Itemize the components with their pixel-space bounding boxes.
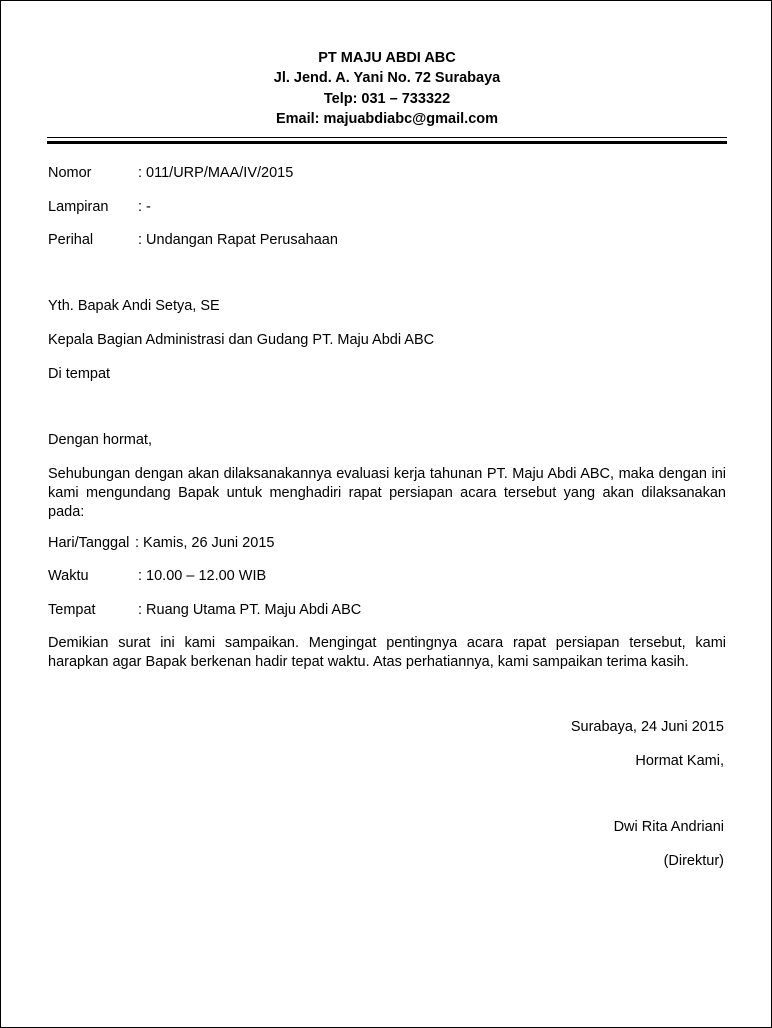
letterhead-divider-thick	[47, 141, 727, 144]
detail-value-time: : 10.00 – 12.00 WIB	[138, 568, 267, 584]
meta-label-lampiran: Lampiran	[48, 199, 109, 215]
detail-label-date: Hari/Tanggal	[48, 535, 130, 551]
meta-value-nomor: : 011/URP/MAA/IV/2015	[138, 165, 294, 181]
recipient-position: Kepala Bagian Administrasi dan Gudang PT. Maju Abdi ABC	[48, 332, 435, 348]
meta-value-lampiran: : -	[138, 199, 151, 215]
meta-label-perihal: Perihal	[48, 232, 94, 248]
letterhead-divider-thin	[47, 137, 727, 138]
closing-paragraph: Demikian surat ini kami sampaikan. Mengingat pentingnya acara rapat persiapan tersebut, kami harapkan agar Bapak berkenan hadir tepat waktu. Atas perhatiannya, kami sampaikan terima kasih.	[48, 635, 726, 670]
recipient-place: Di tempat	[48, 366, 111, 382]
recipient-name: Yth. Bapak Andi Setya, SE	[48, 298, 220, 314]
meta-label-nomor: Nomor	[48, 165, 92, 181]
greeting: Dengan hormat,	[48, 432, 152, 448]
detail-label-time: Waktu	[48, 568, 89, 584]
detail-label-place: Tempat	[48, 602, 96, 618]
signature-regards: Hormat Kami,	[635, 753, 724, 769]
company-email: Email: majuabdiabc@gmail.com	[275, 111, 499, 127]
signature-name: Dwi Rita Andriani	[613, 819, 724, 835]
meta-value-perihal: : Undangan Rapat Perusahaan	[138, 232, 338, 248]
detail-value-date: : Kamis, 26 Juni 2015	[135, 535, 275, 551]
company-address: Jl. Jend. A. Yani No. 72 Surabaya	[273, 70, 501, 86]
intro-paragraph: Sehubungan dengan akan dilaksanakannya evaluasi kerja tahunan PT. Maju Abdi ABC, maka dengan ini kami mengundang Bapak untuk menghadiri rapat persiapan acara tersebut yang akan dilaksanakan pada:	[48, 466, 726, 520]
detail-value-place: : Ruang Utama PT. Maju Abdi ABC	[138, 602, 362, 618]
signature-place-date: Surabaya, 24 Juni 2015	[570, 719, 724, 735]
company-name: PT MAJU ABDI ABC	[318, 50, 456, 66]
company-phone: Telp: 031 – 733322	[323, 91, 451, 107]
signature-title: (Direktur)	[663, 853, 724, 869]
